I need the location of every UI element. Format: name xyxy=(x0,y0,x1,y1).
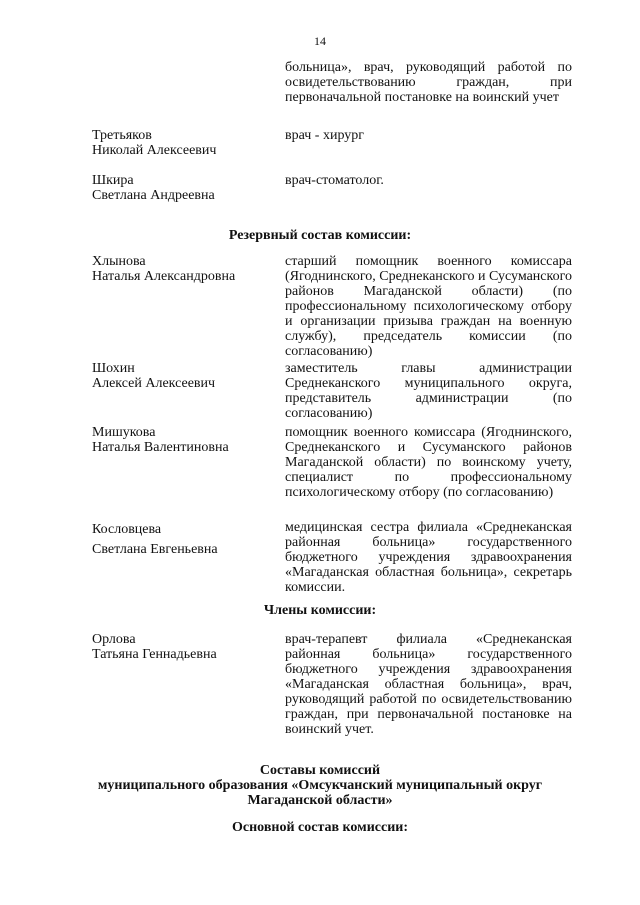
compositions-heading xyxy=(0,763,640,808)
member-name xyxy=(92,173,277,203)
member-given-name: Наталья Александровна xyxy=(92,269,236,284)
member-given-name: Алексей Алексеевич xyxy=(92,376,216,391)
member-given-name: Светлана Евгеньевна xyxy=(92,542,218,557)
reserve-heading: Резервный состав комиссии: xyxy=(228,228,412,243)
member-role: врач - хирург xyxy=(285,128,365,143)
compositions-heading-line: Магаданской области» xyxy=(247,793,393,808)
member-surname: Мишукова xyxy=(92,425,156,440)
member-role: медицинская сестра филиала «Среднеканская районная больница» государственного бюджетного учреждения здравоохранения «Магаданская областная больница», секретарь комиссии. xyxy=(285,520,572,595)
member-role: врач-терапевт филиала «Среднеканская районная больница» государственного бюджетного учреждения здравоохранения «Магаданская областная больница», врач, руководящий работой по освидетельствованию граждан, при первоначальной постановке на воинский учет. xyxy=(285,632,572,737)
member-surname: Шкира xyxy=(92,173,134,188)
member-given-name: Николай Алексеевич xyxy=(92,143,217,158)
member-name xyxy=(92,632,277,662)
member-name xyxy=(92,128,277,158)
role-text: больница», врач, руководящий работой по освидетельствованию граждан, при первоначальной постановке на воинский учет xyxy=(285,60,572,105)
member-role: врач-стоматолог. xyxy=(285,173,384,188)
member-name xyxy=(92,520,277,560)
page-number: 14 xyxy=(314,34,326,48)
compositions-heading-line: Составы комиссий xyxy=(259,763,381,778)
member-surname: Кословцева xyxy=(92,522,162,537)
member-name xyxy=(92,254,277,284)
member-surname: Хлынова xyxy=(92,254,146,269)
member-role: заместитель главы администрации Среднеканского муниципального округа, представитель администрации (по согласованию) xyxy=(285,361,572,421)
member-given-name: Светлана Андреевна xyxy=(92,188,215,203)
member-name xyxy=(92,425,277,455)
member-role: помощник военного комиссара (Ягоднинского, Среднеканского и Сусуманского районов Магаданской области) по воинскому учету, специалист по профессиональному психологическому отбору (по согласованию) xyxy=(285,425,572,500)
member-name xyxy=(92,361,277,391)
member-surname: Шохин xyxy=(92,361,135,376)
member-surname: Орлова xyxy=(92,632,136,647)
member-role: старший помощник военного комиссара (Ягоднинского, Среднеканского и Сусуманского районов Магаданской области) (по профессиональному психологическому отбору и организации призыва граждан на военную службу), председатель комиссии (по согласованию) xyxy=(285,254,572,359)
main-composition-heading: Основной состав комиссии: xyxy=(232,820,408,835)
members-heading: Члены комиссии: xyxy=(263,603,377,618)
member-given-name: Татьяна Геннадьевна xyxy=(92,647,217,662)
member-given-name: Наталья Валентиновна xyxy=(92,440,229,455)
compositions-heading-line: муниципального образования «Омсукчанский муниципальный округ xyxy=(97,778,543,793)
member-surname: Третьяков xyxy=(92,128,152,143)
